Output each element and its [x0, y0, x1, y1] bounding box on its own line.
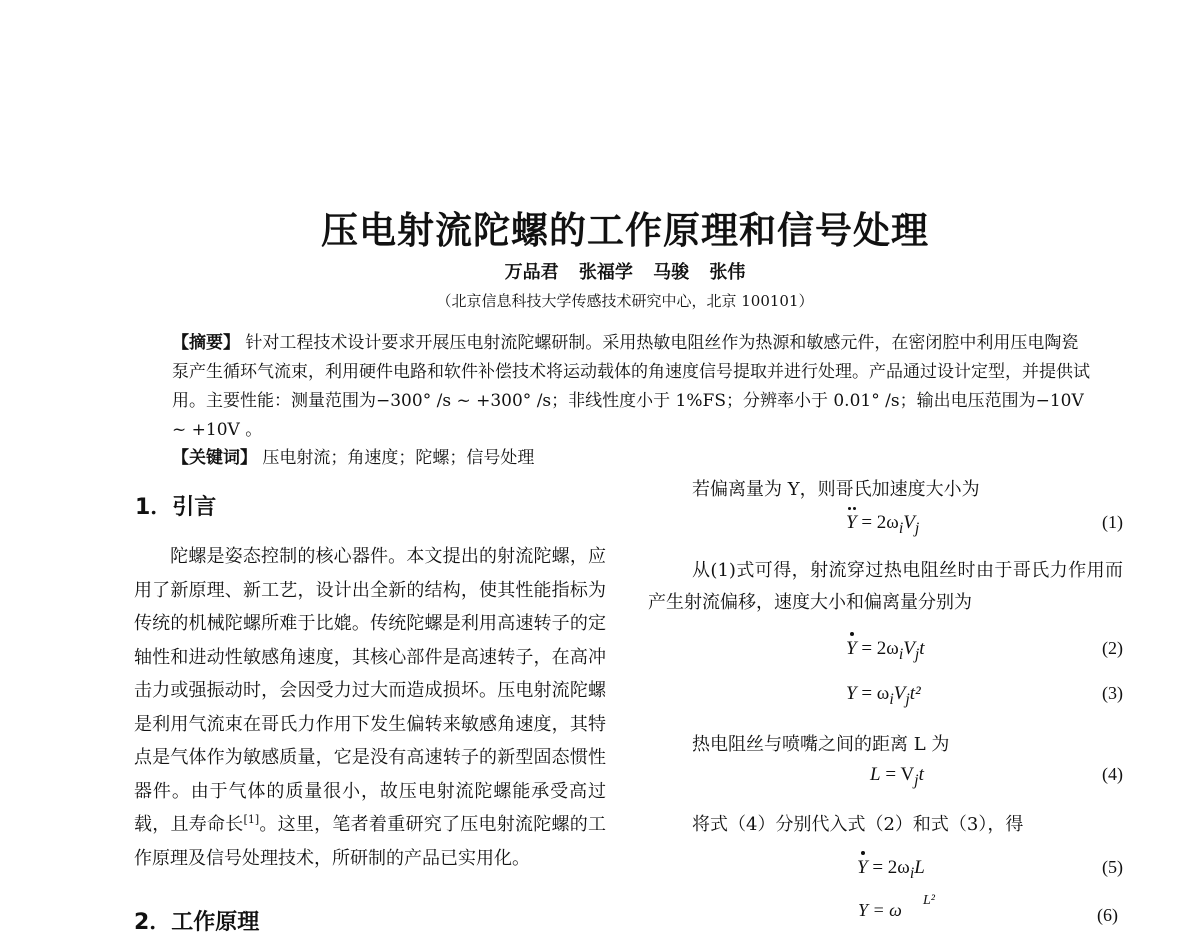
keywords-label: 【关键词】 — [172, 448, 257, 468]
eq1-sub1: i — [898, 519, 904, 537]
deflection-paragraph: 从(1)式可得，射流穿过热电阻丝时由于哥氏力作用而产生射流偏移，速度大小和偏离量分别为 — [648, 560, 1123, 613]
equation-5 — [648, 857, 1123, 887]
paper-affiliation: （北京信息科技大学传感技术研究中心，北京 100101） — [436, 292, 814, 310]
eq2-tail: t — [919, 638, 925, 659]
eq1-lhs: Y — [846, 512, 857, 533]
eq1-sub2: j — [914, 519, 920, 537]
intro-text: 陀螺是姿态控制的核心器件。本文提出的射流陀螺，应用了新原理、新工艺，设计出全新的结构，使其性能指标为传统的机械陀螺所难于比媲。传统陀螺是利用高速转子的定轴性和进动性敏感角速度，其核心部件是高速转子，在高冲击力或强振动时，会因受力过大而造成损坏。压电射流陀螺是利用气流束在哥氏力作用下发生偏转来敏感角速度，其特点是气体作为敏感质量，它是没有高速转子的新型固态惯性器件。由于气体的质量很小，故压电射流陀螺能承受高过载，且寿命长 — [134, 546, 606, 835]
abstract-text: 针对工程技术设计要求开展压电射流陀螺研制。采用热敏电阻丝作为热源和敏感元件，在密闭腔中利用压电陶瓷泵产生循环气流束，利用硬件电路和软件补偿技术将运动载体的角速度信号提取并进行处理。产品通过设计定型，并提供试用。主要性能：测量范围为−300° /s ~ +300° /s；非线性度小于 1%FS；分辨率小于 0.01° /s；输出电压范围为−10V ~ +10V 。 — [172, 333, 1090, 440]
eq5-rhs: = 2ω — [867, 857, 910, 878]
substitution-text: 将式（4）分别代入式（2）和式（3），得 — [692, 814, 1024, 835]
equation-4-number: (4) — [1102, 764, 1123, 784]
equation-3 — [648, 683, 1123, 713]
eq3-v: V — [893, 683, 906, 704]
equation-6-partial — [858, 900, 902, 921]
eq3-rhs: = ω — [856, 683, 890, 704]
equation-2 — [648, 638, 1123, 668]
section-1-title: 1．引言 — [135, 495, 217, 520]
eq5-sub1: i — [909, 864, 915, 882]
equation-1 — [648, 512, 1123, 542]
eq2-v: V — [903, 638, 915, 659]
coriolis-intro: 若偏离量为 Y，则哥氏加速度大小为 — [692, 479, 980, 500]
citation-ref: [1] — [243, 813, 260, 826]
equation-6-number: (6) — [1097, 905, 1118, 925]
section-1-paragraph — [134, 540, 606, 875]
equation-3-body — [846, 683, 921, 709]
paper-title: 压电射流陀螺的工作原理和信号处理 — [321, 209, 929, 252]
eq4-rhs: = V — [880, 764, 915, 785]
eq4-sub1: j — [914, 771, 919, 789]
eq4-tail: t — [918, 764, 924, 785]
distance-text: 热电阻丝与喷嘴之间的距离 L 为 — [692, 734, 950, 755]
eq6-body: Y = ω — [858, 900, 902, 920]
eq2-sub2: j — [914, 645, 920, 663]
equation-4-body — [870, 764, 924, 790]
keywords-text: 压电射流；角速度；陀螺；信号处理 — [262, 448, 535, 468]
keywords — [172, 443, 534, 468]
eq3-lhs: Y — [846, 683, 857, 704]
eq3-tail: t² — [909, 683, 921, 704]
eq3-sub1: i — [889, 690, 894, 708]
eq2-lhs: Y — [846, 638, 857, 659]
equation-2-body — [846, 638, 925, 664]
equation-5-number: (5) — [1102, 857, 1123, 877]
eq6-fraction-partial: L² — [923, 893, 935, 908]
eq1-rhs: = 2ω — [856, 512, 899, 533]
paper-authors: 万品君 张福学 马骏 张伟 — [504, 262, 746, 283]
eq5-v: L — [914, 857, 925, 878]
eq2-sub1: i — [898, 645, 904, 663]
abstract — [172, 329, 1092, 445]
equation-1-number: (1) — [1102, 512, 1123, 532]
equation-4 — [648, 764, 1123, 794]
equation-3-number: (3) — [1102, 683, 1123, 703]
abstract-label: 【摘要】 — [172, 333, 240, 353]
section-2-title-partial: 2．工作原理 — [134, 910, 260, 935]
eq2-rhs: = 2ω — [856, 638, 899, 659]
eq3-sub2: j — [905, 690, 910, 708]
equation-2-number: (2) — [1102, 638, 1123, 658]
equation-5-body — [857, 857, 925, 883]
intro-text-end: 。这里，笔者着重研究了压电射流陀螺的工作原理及信号处理技术，所研制的产品已实用化。 — [134, 814, 607, 869]
eq5-lhs: Y — [857, 857, 868, 878]
eq4-lhs: L — [870, 764, 881, 785]
eq1-v: V — [903, 512, 915, 533]
equation-1-body — [846, 512, 919, 538]
